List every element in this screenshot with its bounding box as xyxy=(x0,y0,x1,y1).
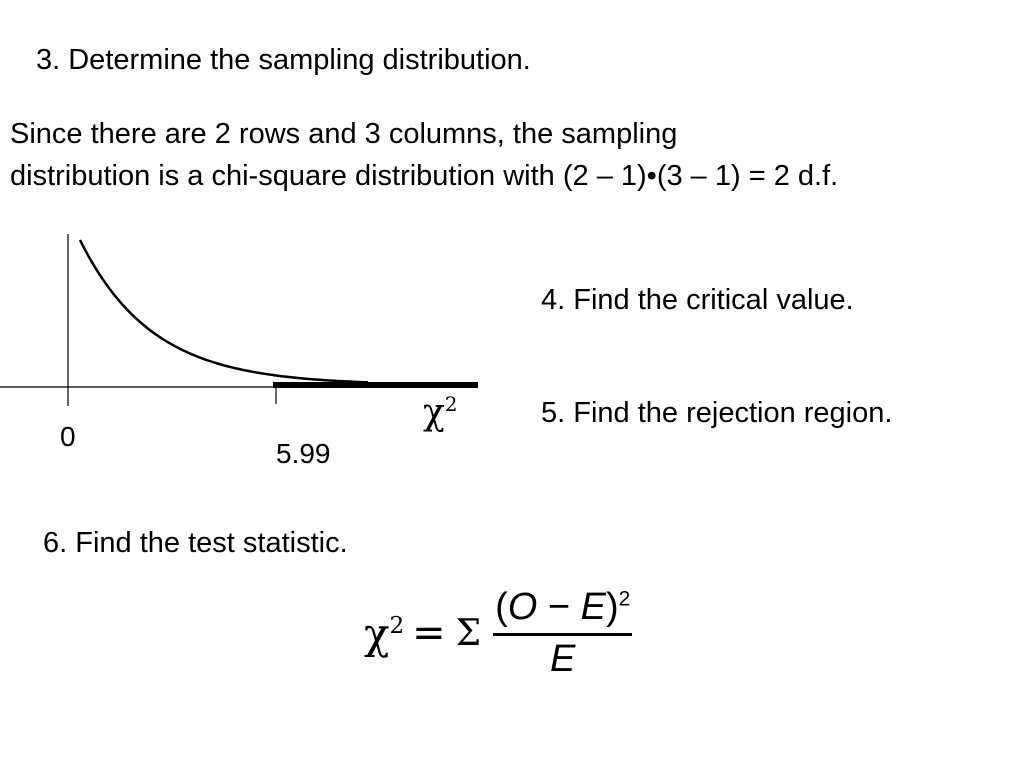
x-axis-label xyxy=(423,392,457,433)
num-close-paren: ) xyxy=(606,585,619,628)
formula-equals: = xyxy=(412,610,446,656)
chi-square-density-plot xyxy=(0,228,500,408)
intro-line-1: Since there are 2 rows and 3 columns, the sampling xyxy=(10,118,678,150)
num-expected: E xyxy=(580,585,607,628)
intro-line-2: distribution is a chi-square distribution with (2 – 1)•(3 – 1) = 2 d.f. xyxy=(10,160,839,192)
x-axis-symbol: χ xyxy=(423,392,445,433)
chi-square-formula xyxy=(364,578,684,688)
formula-fraction xyxy=(493,586,632,681)
origin-label: 0 xyxy=(60,421,76,452)
num-observed: O xyxy=(507,585,538,628)
critical-value-label: 5.99 xyxy=(276,438,331,469)
step-6-text: 6. Find the test statistic. xyxy=(43,527,348,559)
formula-lhs-exponent: 2 xyxy=(389,612,405,639)
step-4-text: 4. Find the critical value. xyxy=(541,284,854,316)
formula-numerator xyxy=(493,586,632,636)
density-curve xyxy=(80,240,368,382)
formula-chi-symbol: χ xyxy=(364,608,390,658)
step-3-heading: 3. Determine the sampling distribution. xyxy=(36,44,531,76)
formula-lhs xyxy=(364,609,404,658)
x-axis-exponent: 2 xyxy=(444,393,458,416)
num-minus: − xyxy=(537,585,581,628)
den-expected: E xyxy=(550,637,576,680)
num-exponent: 2 xyxy=(618,586,631,610)
step-5-text: 5. Find the rejection region. xyxy=(541,397,893,429)
formula-denominator xyxy=(550,636,575,681)
num-open-paren: ( xyxy=(495,585,508,628)
intro-paragraph xyxy=(10,113,838,197)
formula-sum-symbol: Σ xyxy=(455,612,482,654)
